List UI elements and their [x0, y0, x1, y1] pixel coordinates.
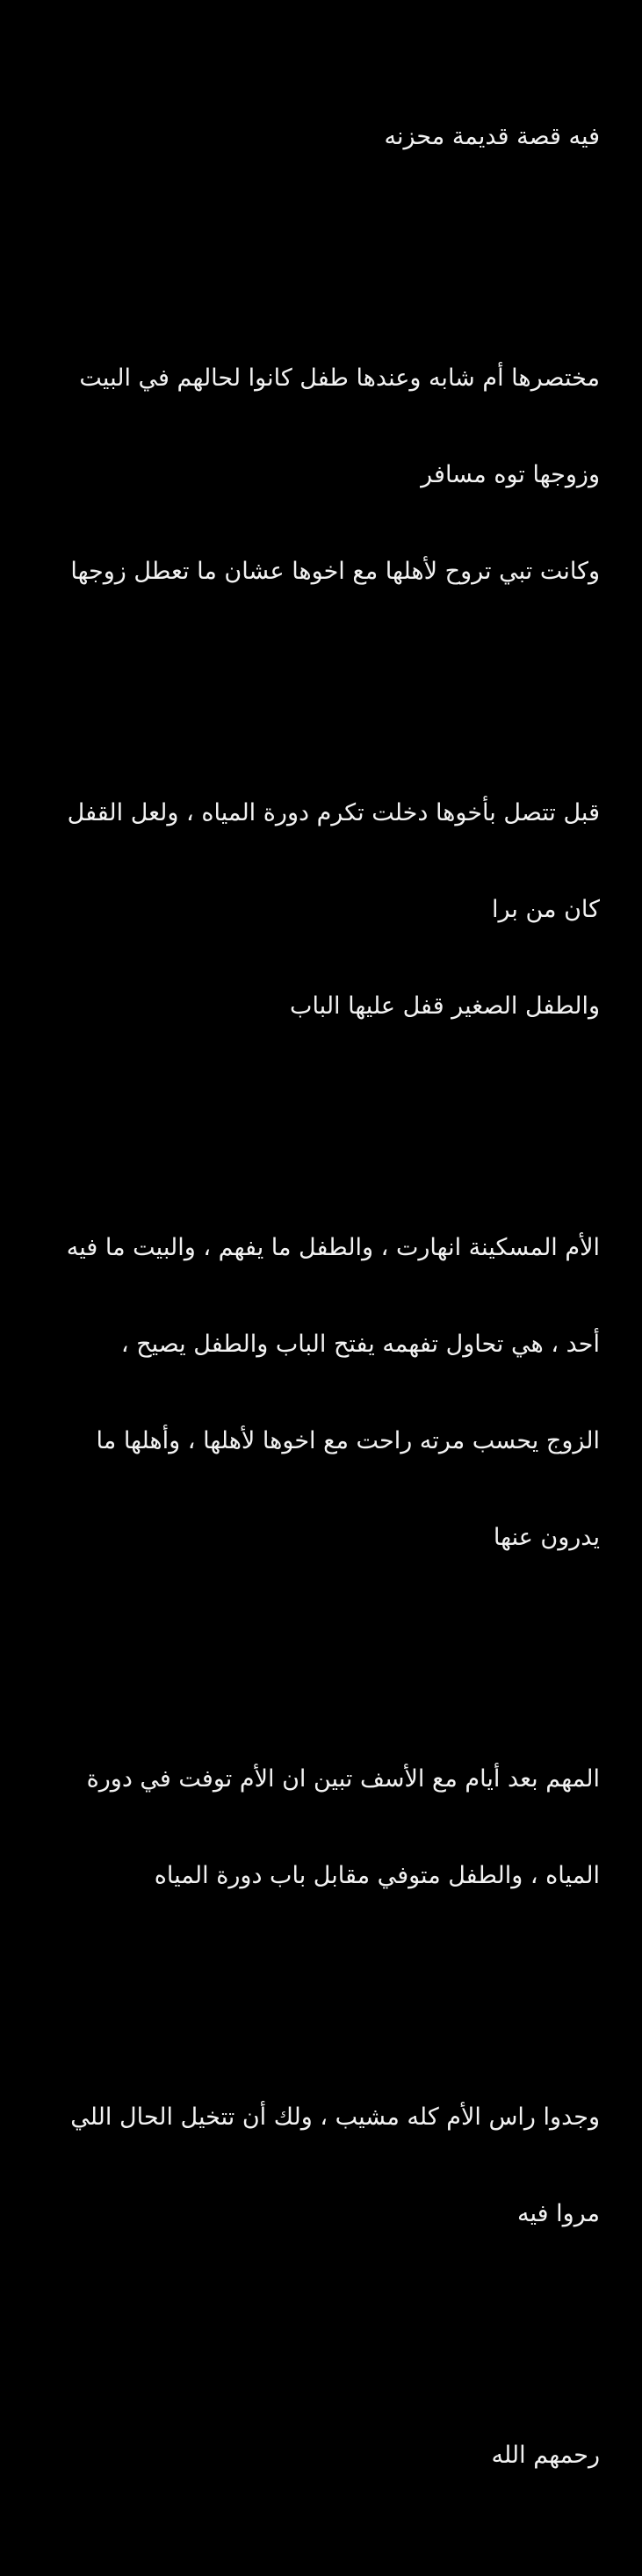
text-line: المهم بعد أيام مع الأسف تبين ان الأم توفت في دورة	[86, 1765, 600, 1793]
text-line: قبل تتصل بأخوها دخلت تكرم دورة المياه ، ولعل القفل	[67, 799, 600, 826]
text-line: فيه قصة قديمة محزنه	[384, 123, 600, 150]
text-line: وزوجها توه مسافر	[421, 461, 600, 488]
text-line: الزوج يحسب مرته راحت مع اخوها لأهلها ، وأهلها ما	[96, 1427, 600, 1454]
note-text	[16, 16, 600, 2576]
paragraph-collapse	[16, 1175, 600, 1610]
paragraph-outcome	[16, 1707, 600, 1948]
paragraph-found	[16, 2045, 600, 2286]
paragraph-lock	[16, 740, 600, 1079]
text-line: رحمهم الله	[491, 2442, 600, 2469]
text-line: يدرون عنها	[493, 1524, 600, 1551]
paragraph-closing	[16, 2383, 600, 2528]
text-line: كان من برا	[491, 896, 600, 923]
text-line: مروا فيه	[516, 2200, 600, 2227]
text-line: المياه ، والطفل متوفي مقابل باب دورة المياه	[154, 1862, 600, 1889]
text-line: وجدوا راس الأم كله مشيب ، ولك أن تتخيل الحال اللي	[70, 2103, 600, 2131]
text-line: الأم المسكينة انهارت ، والطفل ما يفهم ، والبيت ما فيه	[66, 1234, 600, 1261]
text-line: أحد ، هي تحاول تفهمه يفتح الباب والطفل يصيح ،	[120, 1331, 600, 1358]
paragraph-summary	[16, 306, 600, 644]
text-line: وكانت تبي تروح لأهلها مع اخوها عشان ما تعطل زوجها	[70, 558, 600, 585]
text-line: مختصرها أم شابه وعندها طفل كانوا لحالهم في البيت	[79, 364, 600, 392]
paragraph-title	[16, 64, 600, 209]
text-line: والطفل الصغير قفل عليها الباب	[290, 992, 600, 1020]
